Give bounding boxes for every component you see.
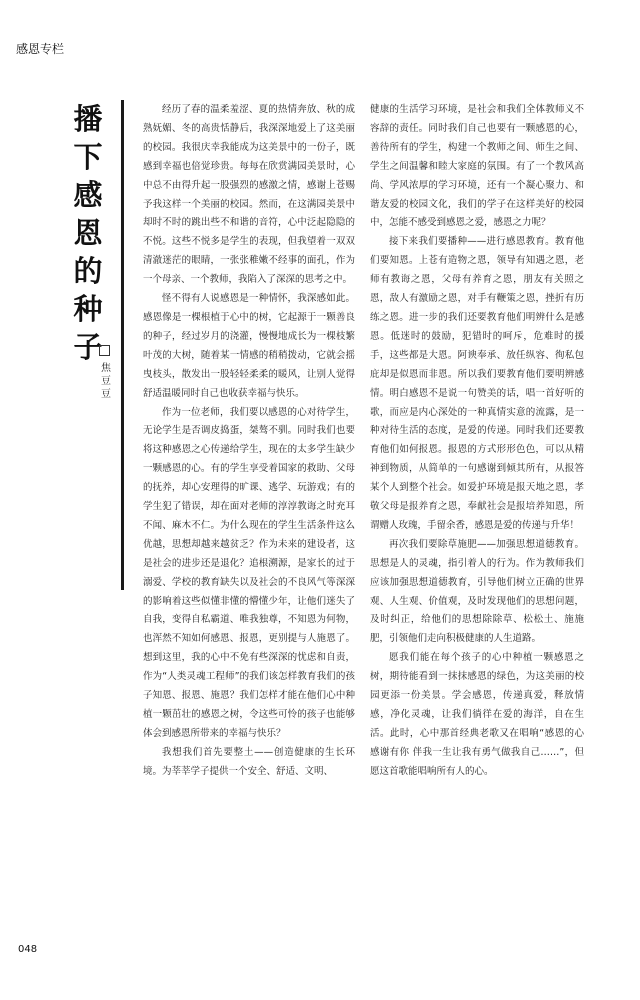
title-divider (121, 100, 124, 590)
title-char: 的 (73, 254, 103, 288)
page-number: 048 (18, 944, 38, 955)
title-char: 下 (73, 140, 103, 174)
paragraph: 再次我们要除草施肥——加强思想道德教育。思想是人的灵魂，指引着人的行为。作为教师我们应该加强思想道德教育，引导他们树立正确的世界观、人生观、价值观，及时发现他们的思想问题，及时纠正，给他们的思想除除草、松松土、施施肥，引领他们走向积极健康的人生道路。 (370, 538, 584, 645)
section-label: 感恩专栏 (16, 42, 65, 56)
paragraph: 愿我们能在每个孩子的心中种植一颗感恩之树，期待能看到一抹抹感恩的绿色，为这美丽的校园更添一份美景。学会感恩，传递真爱，释放情感，净化灵魂，让我们徜徉在爱的海洋，自在生活。此时，心中那首经典老歌又在唱响“感恩的心 感谢有你 伴我一生让我有勇气做我自己……”，但愿这首歌能唱响所有人的心。 (370, 652, 584, 777)
author-char: 焦 (101, 363, 111, 374)
paragraph: 怪不得有人说感恩是一种情怀，我深感如此。感恩像是一棵根植于心中的树，它起源于一颗善良的种子，经过岁月的浇灌，慢慢地成长为一棵枝繁叶茂的大树，随着某一情感的稍稍拨动，它就会摇曳枝头，散发出一股轻轻柔柔的暖风，让别人觉得舒适温暖同时自己也收获幸福与快乐。 (143, 293, 355, 399)
title-char: 感 (73, 178, 103, 212)
title-char: 恩 (73, 216, 103, 250)
title-char: 子 (73, 330, 103, 364)
paragraph: 我想我们首先要整土——创造健康的生长环境。为莘莘学子提供一个安全、舒适、文明、 (143, 746, 355, 777)
paragraph: 接下来我们要播种——进行感恩教育。教育他们要知恩。上苍有造物之恩，领导有知遇之恩，老师有教诲之恩，父母有养育之恩，朋友有关照之恩，敌人有激励之恩，对手有鞭策之恩，挫折有历练之恩。进一步的我们还要教育他们明辨什么是感恩。低迷时的鼓励，犯错时的呵斥，危难时的援手，这些都是大恩。阿谀奉承、放任纵容、徇私包庇却是似恩而非恩。所以我们要教育他们要明辨感情。明白感恩不是说一句赞美的话，唱一首好听的歌，而应是内心深处的一种真情实意的流露，是一种对待生活的态度，是爱的传递。同时我们还要教育他们如何报恩。报恩的方式形形色色，可以从精神到物质，从简单的一句感谢到倾其所有，从报答某个人到整个社会。如爱护环境是报天地之恩，孝敬父母是报养育之恩，奉献社会是报培养知恩，所谓赠人玫瑰，手留余香，感恩是爱的传递与升华！ (370, 236, 584, 531)
author-marker-icon (99, 345, 110, 356)
author-char: 豆 (101, 376, 111, 387)
paragraph: 经历了春的温柔羞涩、夏的热情奔放、秋的成熟妩媚、冬的高贵恬静后，我深深地爱上了这美丽的校园。我很庆幸我能成为这美景中的一份子，既感到幸福也倍觉珍贵。每每在欣赏满园美景时，心中总不由得升起一股强烈的感激之情，感谢上苍赐予我这样一个美丽的校园。然而，在这满园美景中却时不时的跳出些不和谐的音符，心中泛起隐隐的不悦。这些不悦多是学生的表现，但我望着一双双清澈迷茫的眼睛，一张张稚嫩不经事的面孔，作为一个母亲、一个教师，我陷入了深深的思考之中。 (143, 104, 355, 286)
author-name (99, 362, 113, 401)
paragraph: 作为一位老师，我们要以感恩的心对待学生，无论学生是否调皮捣蛋，桀骜不驯。同时我们也要将这种感恩之心传递给学生，现在的太多学生缺少一颗感恩的心。有的学生享受着国家的救助、父母的抚养，却心安理得的旷课、逃学、玩游戏；有的学生犯了错误，却在面对老师的淳淳教诲之时充耳不闻、麻木不仁。为什么现在的学生生活条件这么优越，思想却越来越贫乏？作为未来的建设者，这是社会的进步还是退化？追根溯源，是家长的过于溺爱、学校的教育缺失以及社会的不良风气等深深的影响着这些似懂非懂的懵懂少年，让他们迷失了自我，变得自私霸道、唯我独尊，不知恩为何物，也浑然不知如何感恩、报恩，更别提与人施恩了。想到这里，我的心中不免有些深深的忧虑和自责，作为“人类灵魂工程师”的我们该怎样教育我们的孩子知恩、报恩、施恩？我们怎样才能在他们心中种植一颗茁壮的感恩之树，令这些可怜的孩子也能够体会到感恩所带来的幸福与快乐？ (143, 406, 355, 739)
title-char: 播 (73, 102, 103, 136)
body-column-left (143, 101, 355, 782)
article-title (70, 100, 106, 366)
author-char: 豆 (101, 389, 111, 400)
body-column-right (370, 101, 584, 782)
title-char: 种 (73, 292, 103, 326)
paragraph: 健康的生活学习环境，是社会和我们全体教师义不容辞的责任。同时我们自己也要有一颗感恩的心，善待所有的学生，构建一个教师之间、师生之间、学生之间温馨和睦大家庭的氛围。有了一个教风高尚、学风浓厚的学习环境，还有一个凝心聚力、和谐友爱的校园文化，我们的学子在这样美好的校园中，怎能不感受到感恩之爱，感恩之力呢？ (370, 104, 584, 229)
